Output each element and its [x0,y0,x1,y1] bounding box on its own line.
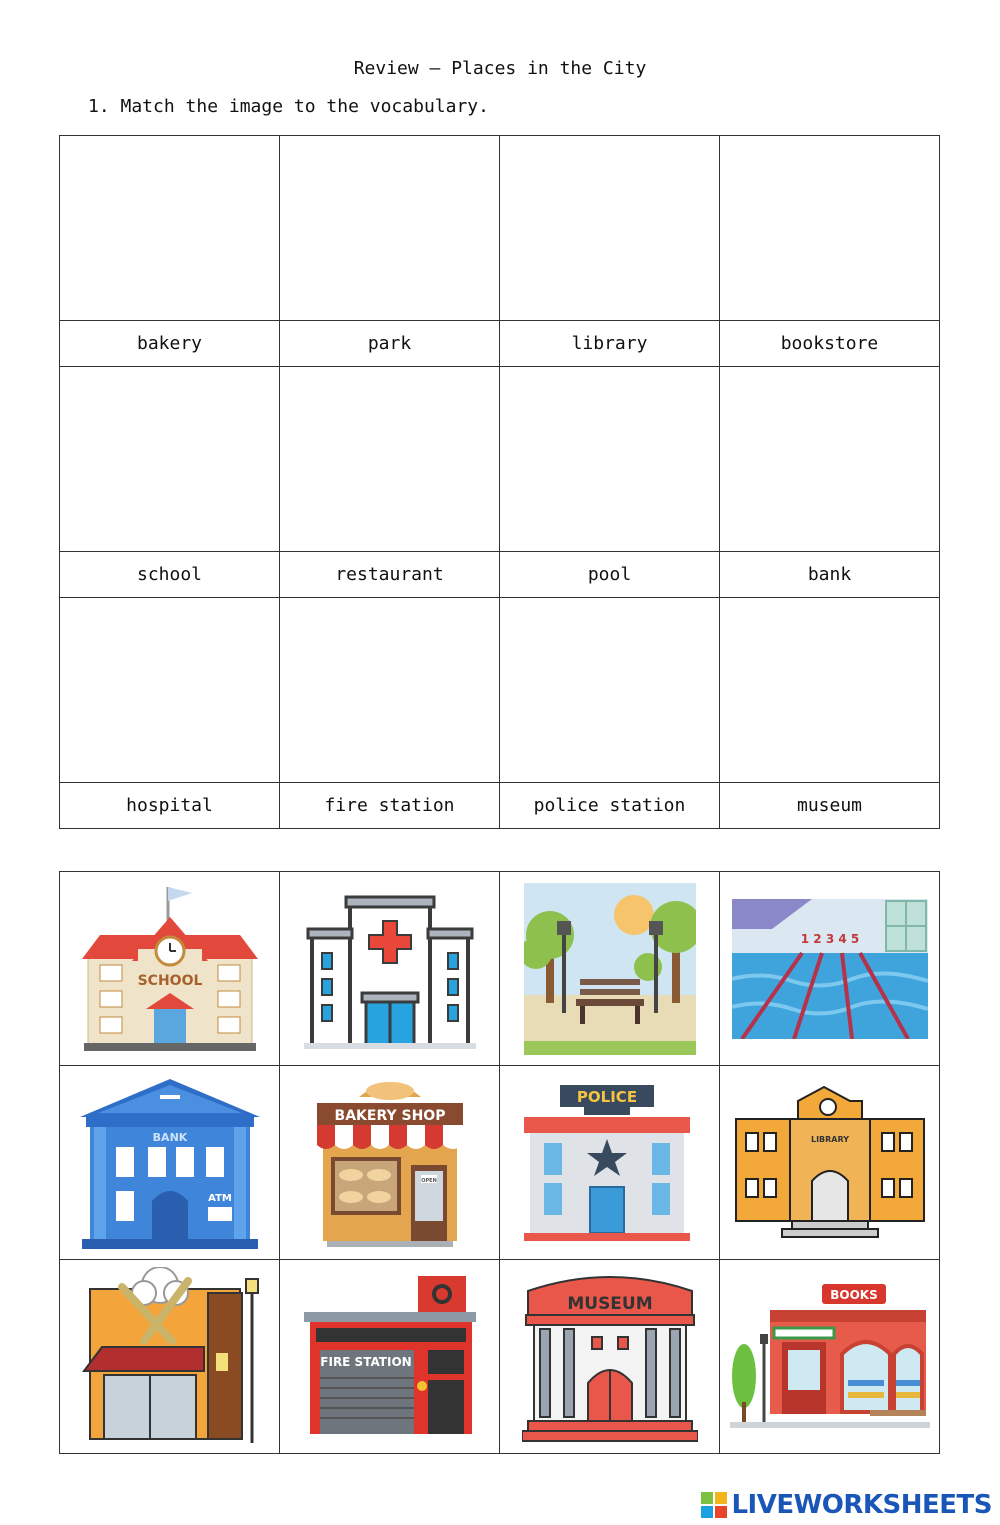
liveworksheets-brand: LIVEWORKSHEETS [731,1490,992,1520]
fire-station-image[interactable] [302,1274,478,1440]
police-image[interactable] [524,1083,696,1243]
drop-zone[interactable] [720,136,940,321]
restaurant-card[interactable] [60,1260,280,1454]
vocab-word: park [280,321,500,367]
liveworksheets-logo [701,1488,992,1522]
bookstore-image[interactable] [730,1282,930,1432]
open-sign: OPEN [420,1177,437,1184]
museum-card[interactable] [500,1260,720,1454]
library-image[interactable] [732,1085,928,1241]
bakery-shop-sign: BAKERY SHOP [334,1107,445,1124]
park-card[interactable] [500,872,720,1066]
library-card[interactable] [720,1066,940,1260]
bank-image[interactable] [78,1073,262,1253]
bakery-card[interactable] [280,1066,500,1260]
vocab-word: library [500,321,720,367]
drop-zone[interactable] [60,136,280,321]
school-sign: SCHOOL [137,973,202,989]
bank-card[interactable] [60,1066,280,1260]
pool-image[interactable] [732,899,928,1039]
bookstore-card[interactable] [720,1260,940,1454]
drop-zone[interactable] [60,598,280,783]
vocabulary-table [59,135,940,829]
vocab-word: police station [500,783,720,829]
fire-station-sign: FIRE STATION [319,1354,412,1369]
police-card[interactable] [500,1066,720,1260]
vocab-word: bakery [60,321,280,367]
drop-zone[interactable] [500,598,720,783]
hospital-card[interactable] [280,872,500,1066]
museum-sign: MUSEUM [566,1293,653,1314]
vocab-word: school [60,552,280,598]
vocab-word: bank [720,552,940,598]
school-card[interactable] [60,872,280,1066]
drop-zone[interactable] [500,136,720,321]
worksheet-title: Review – Places in the City [353,58,647,79]
museum-image[interactable] [522,1269,698,1445]
drop-zone[interactable] [280,136,500,321]
bookstore-sign: BOOKS [829,1287,878,1302]
pool-lane-numbers: 1 2 3 4 5 [800,931,859,946]
bakery-image[interactable] [315,1075,465,1251]
vocab-word: pool [500,552,720,598]
drop-zone[interactable] [280,598,500,783]
drop-zone[interactable] [720,598,940,783]
vocab-word: bookstore [720,321,940,367]
vocab-word: hospital [60,783,280,829]
atm-sign: ATM [207,1192,232,1204]
bank-sign: BANK [152,1130,187,1144]
vocab-word: museum [720,783,940,829]
library-sign: LIBRARY [810,1134,849,1144]
drop-zone[interactable] [500,367,720,552]
liveworksheets-logo-icon [701,1492,727,1518]
fire-station-card[interactable] [280,1260,500,1454]
drop-zone[interactable] [60,367,280,552]
picture-table [59,871,940,1454]
school-image[interactable] [80,881,260,1056]
pool-card[interactable] [720,872,940,1066]
restaurant-image[interactable] [80,1267,260,1447]
police-sign: POLICE [576,1087,637,1106]
vocab-word: fire station [280,783,500,829]
drop-zone[interactable] [720,367,940,552]
park-image[interactable] [524,883,696,1055]
instruction-text: 1. Match the image to the vocabulary. [88,96,489,117]
hospital-image[interactable] [300,881,480,1056]
vocab-word: restaurant [280,552,500,598]
drop-zone[interactable] [280,367,500,552]
